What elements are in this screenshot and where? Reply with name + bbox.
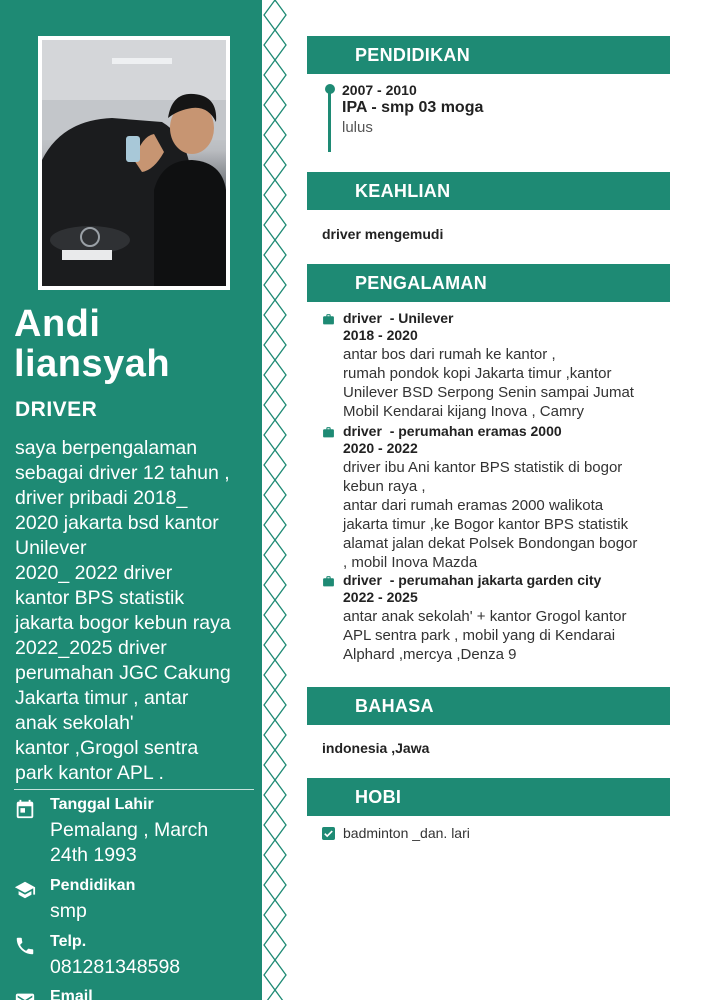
- experience-years: 2018 - 2020: [343, 327, 418, 343]
- email-label: Email: [50, 988, 93, 1000]
- experience-years: 2020 - 2022: [343, 440, 418, 456]
- language-item: indonesia ,Jawa: [322, 740, 430, 756]
- experience-years: 2022 - 2025: [343, 589, 418, 605]
- section-header-skills: KEAHLIAN: [307, 172, 670, 210]
- section-header-language: BAHASA: [307, 687, 670, 725]
- profile-summary: saya berpengalaman sebagai driver 12 tahun , driver pribadi 2018_ 2020 jakarta bsd kantor Unilever 2020_ 2022 driver kantor BPS statistik jakarta bogor kebun raya 2022_2025 driver perumahan JGC Cakung Jakarta timur , antar anak sekolah' kantor ,Grogol sentra park kantor APL .: [15, 437, 231, 784]
- education-status: lulus: [342, 119, 373, 136]
- education-entry: [326, 80, 666, 154]
- section-header-education: PENDIDIKAN: [307, 36, 670, 74]
- sidebar-divider: [14, 789, 254, 790]
- last-name: liansyah: [14, 343, 171, 385]
- experience-description: antar bos dari rumah ke kantor , rumah pondok kopi Jakarta timur ,kantor Unilever BSD Serpong Senin sampai Jumat Mobil Kendarai kijang Inova , Camry: [343, 346, 634, 420]
- timeline-dot: [325, 84, 335, 94]
- skill-item: driver mengemudi: [322, 226, 444, 242]
- envelope-icon: [14, 990, 38, 1000]
- sidebar: [0, 0, 262, 1000]
- job-role: DRIVER: [15, 398, 98, 421]
- education-label: Pendidikan: [50, 877, 136, 894]
- birth-value: Pemalang , March 24th 1993: [50, 819, 209, 866]
- briefcase-icon: [322, 425, 335, 437]
- education-years: 2007 - 2010: [342, 82, 417, 98]
- hobby-text: badminton _dan. lari: [343, 825, 470, 841]
- briefcase-icon: [322, 312, 335, 324]
- checkbox-icon: [322, 827, 335, 840]
- section-header-hobby: HOBI: [307, 778, 670, 816]
- profile-photo: [42, 40, 226, 286]
- education-degree: IPA - smp 03 moga: [342, 99, 484, 116]
- decorative-lattice: [262, 0, 288, 1000]
- timeline-line: [328, 88, 331, 152]
- experience-description: driver ibu Ani kantor BPS statistik di bogor kebun raya , antar dari rumah eramas 2000 walikota jakarta timur ,ke Bogor kantor BPS statistik alamat jalan dekat Polsek Bondongan bogor , mobil Inova Mazda: [343, 459, 638, 571]
- phone-icon: [14, 935, 38, 959]
- phone-value: 081281348598: [50, 956, 181, 978]
- section-header-experience: PENGALAMAN: [307, 264, 670, 302]
- education-value: smp: [50, 900, 87, 922]
- experience-title: driver - Unilever: [343, 310, 454, 326]
- briefcase-icon: [322, 574, 335, 586]
- experience-title: driver - perumahan jakarta garden city: [343, 572, 602, 588]
- experience-description: antar anak sekolah' + kantor Grogol kantor APL sentra park , mobil yang di Kendarai Alphard ,mercya ,Denza 9: [343, 608, 627, 663]
- phone-label: Telp.: [50, 933, 87, 950]
- graduation-cap-icon: [14, 879, 38, 903]
- first-name: Andi: [14, 303, 101, 345]
- experience-title: driver - perumahan eramas 2000: [343, 423, 562, 439]
- profile-photo-frame: [38, 36, 230, 290]
- full-name: [14, 304, 254, 384]
- calendar-icon: [14, 798, 38, 822]
- birth-label: Tanggal Lahir: [50, 796, 154, 813]
